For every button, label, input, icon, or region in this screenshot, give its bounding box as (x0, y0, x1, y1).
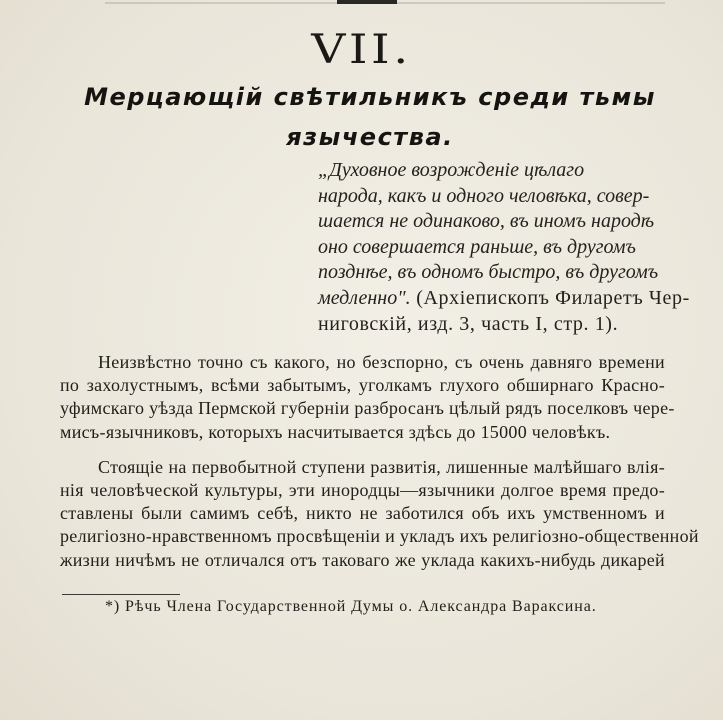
chapter-title-line-1: Мерцающій свѣтильникъ среди тьмы (84, 83, 656, 111)
chapter-title (20, 77, 720, 157)
epigraph-reference-part2: ниговскій, изд. 3, часть І, стр. 1). (318, 312, 619, 335)
body-line: религіозно-нравственномъ просвѣщеніи и укладъ ихъ религіозно-общественной (60, 526, 699, 547)
chapter-number: VII. (311, 27, 412, 73)
epigraph-line: народа, какъ и одного человѣка, совер- (318, 184, 650, 207)
body-line: по захолустнымъ, всѣми забытымъ, уголкамъ глухого обширнаго Красно- (60, 375, 665, 396)
epigraph-line: оно совершается раньше, въ другомъ (318, 235, 636, 258)
epigraph-last-italic: медленно". (318, 286, 411, 309)
epigraph-line: позднѣе, въ одномъ быстро, въ другомъ (318, 261, 659, 284)
paragraph-gap (60, 444, 665, 456)
footnote: *) Рѣчь Члена Государственной Думы о. Александра Вараксина. (105, 598, 597, 615)
epigraph-reference-part1: (Архіепископъ Филаретъ Чер- (410, 286, 690, 309)
body-line: уфимскаго уѣзда Пермской губерніи разбросанъ цѣлый рядъ поселковъ чере- (60, 398, 675, 419)
epigraph-line: „Духовное возрожденіе цѣлаго (318, 159, 585, 181)
epigraph (318, 158, 690, 337)
chapter-title-line-2: язычества. (286, 123, 454, 151)
body-line: нія человѣческой культуры, эти инородцы—язычники долгое время предо- (60, 479, 665, 500)
top-rule (337, 0, 397, 4)
body-line: Стоящіе на первобытной ступени развитія, лишенные малѣйшаго влія- (98, 456, 665, 477)
body-line: ставлены были самимъ себѣ, никто не заботился объ ихъ умственномъ и (60, 503, 665, 524)
epigraph-line (318, 286, 690, 312)
body-line: Неизвѣстно точно съ какого, но безспорно, съ очень давняго времени (98, 352, 665, 372)
body-line: жизни ничѣмъ не отличался отъ таковаго же уклада какихъ-нибудь дикарей (60, 549, 665, 570)
body-text (60, 351, 699, 572)
body-line: мисъ-язычниковъ, которыхъ насчитывается здѣсь до 15000 человѣкъ. (60, 421, 611, 442)
epigraph-line: шается не одинаково, въ иномъ народѣ (318, 210, 655, 233)
footnote-rule (62, 594, 180, 595)
